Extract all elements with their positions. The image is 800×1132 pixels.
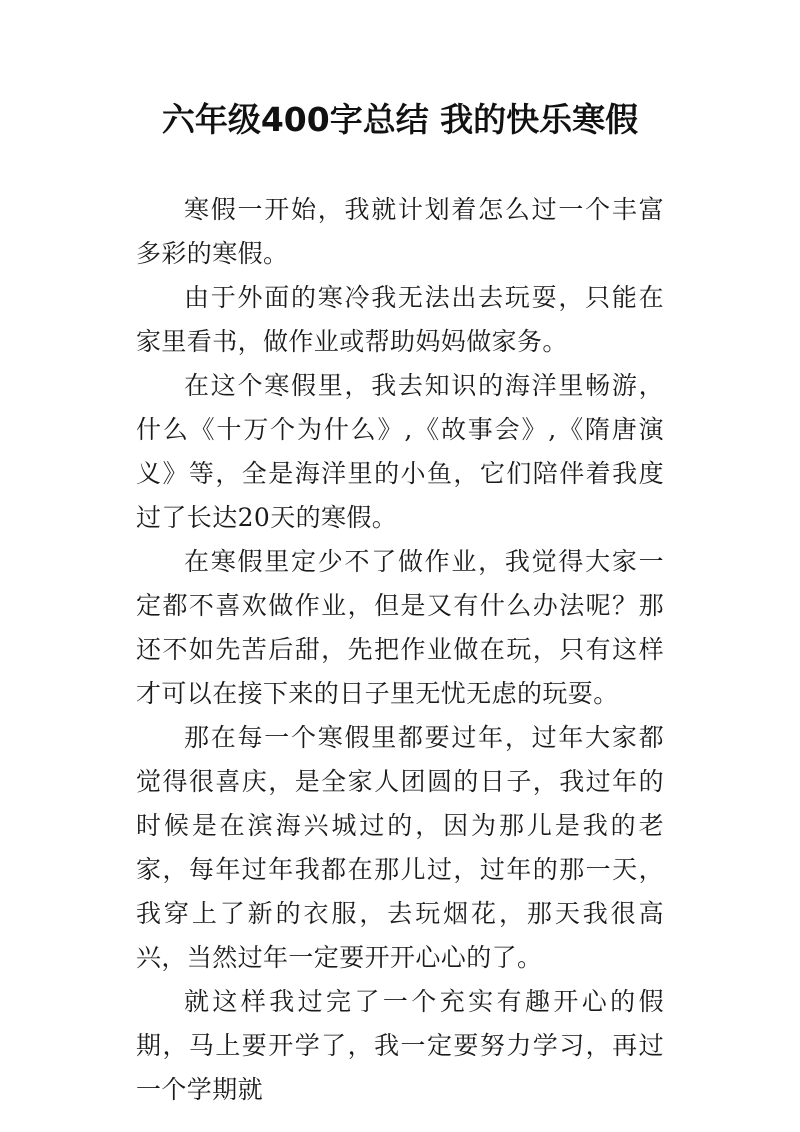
document-title: 六年级400字总结 我的快乐寒假 bbox=[161, 100, 639, 139]
paragraph-1: 寒假一开始，我就计划着怎么过一个丰富多彩的寒假。 bbox=[136, 195, 664, 268]
paragraph-6: 就这样我过完了一个充实有趣开心的假期，马上要开学了，我一定要努力学习，再过一个学期就 bbox=[136, 987, 664, 1104]
paragraph-2: 由于外面的寒冷我无法出去玩耍，只能在家里看书，做作业或帮助妈妈做家务。 bbox=[136, 283, 664, 356]
document-body bbox=[136, 188, 664, 1112]
paragraph-5: 那在每一个寒假里都要过年，过年大家都觉得很喜庆，是全家人团圆的日子，我过年的时候是在滨海兴城过的，因为那儿是我的老家，每年过年我都在那儿过，过年的那一天，我穿上了新的衣服，去玩烟花，那天我很高兴，当然过年一定要开开心心的了。 bbox=[136, 723, 664, 972]
paragraph-4: 在寒假里定少不了做作业，我觉得大家一定都不喜欢做作业，但是又有什么办法呢？那还不如先苦后甜，先把作业做在玩，只有这样才可以在接下来的日子里无忧无虑的玩耍。 bbox=[136, 547, 664, 708]
paragraph-3: 在这个寒假里，我去知识的海洋里畅游，什么《十万个为什么》,《故事会》,《隋唐演义》等，全是海洋里的小鱼，它们陪伴着我度过了长达20天的寒假。 bbox=[136, 371, 664, 532]
